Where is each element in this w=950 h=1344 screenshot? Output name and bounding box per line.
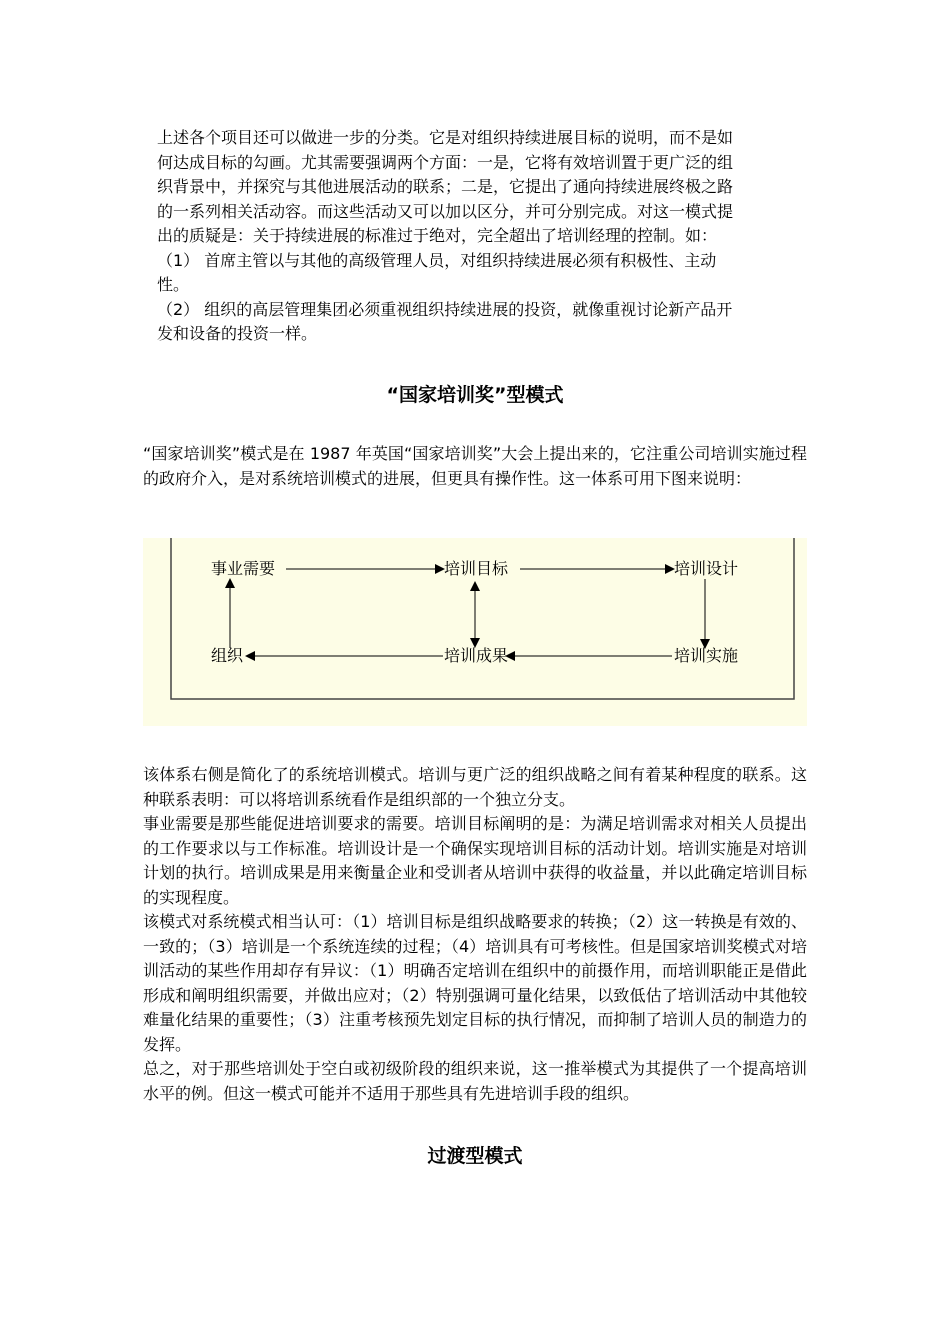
section-intro-paragraph: “国家培训奖”模式是在 1987 年英国“国家培训奖”大会上提出来的，它注重公司培训实施过程的政府介入，是对系统培训模式的进展，但更具有操作性。这一体系可用下图来说明： [143,444,807,488]
intro-line: （2） 组织的高层管理集团必须重视组织持续进展的投资，就像重视讨论新产品开 [157,299,733,319]
intro-line: 的一系列相关活动容。而这些活动又可以加以区分，并可分别完成。对这一模式提 [157,201,734,221]
node-business-needs: 事业需要 [211,559,276,578]
intro-line: （1） 首席主管以与其他的高级管理人员，对组织持续进展必须有积极性、主动 [157,250,717,270]
intro-line: 何达成目标的勾画。尤其需要强调两个方面：一是，它将有效培训置于更广泛的组 [157,152,734,172]
flow-diagram [143,538,807,726]
section-heading: 过渡型模式 [427,1145,523,1167]
node-training-goals: 培训目标 [444,559,509,578]
intro-line: 发和设备的投资一样。 [157,324,318,343]
intro-line: 上述各个项目还可以做进一步的分类。它是对组织持续进展目标的说明，而不是如 [157,128,734,147]
intro-paragraph [157,126,793,347]
body-paragraph: 事业需要是那些能促进培训要求的需要。培训目标阐明的是：为满足培训需求对相关人员提出的工作要求以与工作标准。培训设计是一个确保实现培训目标的活动计划。培训实施是对培训计划的执行。培训成果是用来衡量企业和受训者从培训中获得的收益量，并以此确定培训目标的实现程度。 [143,814,807,907]
body-paragraph: 该体系右侧是简化了的系统培训模式。培训与更广泛的组织战略之间有着某种程度的联系。这种联系表明：可以将培训系统看作是组织部的一个独立分支。 [143,765,807,809]
body-text [143,763,807,1106]
node-training-design: 培训设计 [674,559,739,578]
intro-line: 出的质疑是：关于持续进展的标准过于绝对，完全超出了培训经理的控制。如： [157,226,718,245]
node-training-results: 培训成果 [444,646,509,665]
body-paragraph: 总之，对于那些培训处于空白或初级阶段的组织来说，这一推举模式为其提供了一个提高培训水平的例。但这一模式可能并不适用于那些具有先进培训手段的组织。 [143,1059,807,1103]
node-organization: 组织 [211,646,244,665]
intro-line: 性。 [157,275,190,294]
intro-line: 织背景中，并探究与其他进展活动的联系；二是，它提出了通向持续进展终极之路 [157,177,734,196]
body-paragraph: 该模式对系统模式相当认可：（1）培训目标是组织战略要求的转换；（2）这一转换是有效的、一致的；（3）培训是一个系统连续的过程；（4）培训具有可考核性。但是国家培训奖模式对培训活动的某些作用却存有异议：（1）明确否定培训在组织中的前摄作用，而培训职能正是借此形成和阐明组织需要，并做出应对；（2）特别强调可量化结果，以致低估了培训活动中其他较难量化结果的重要性；（3）注重考核预先划定目标的执行情况，而抑制了培训人员的制造力的发挥。 [143,912,807,1054]
node-training-implementation: 培训实施 [674,646,739,665]
section-heading: “国家培训奖”型模式 [386,384,564,406]
